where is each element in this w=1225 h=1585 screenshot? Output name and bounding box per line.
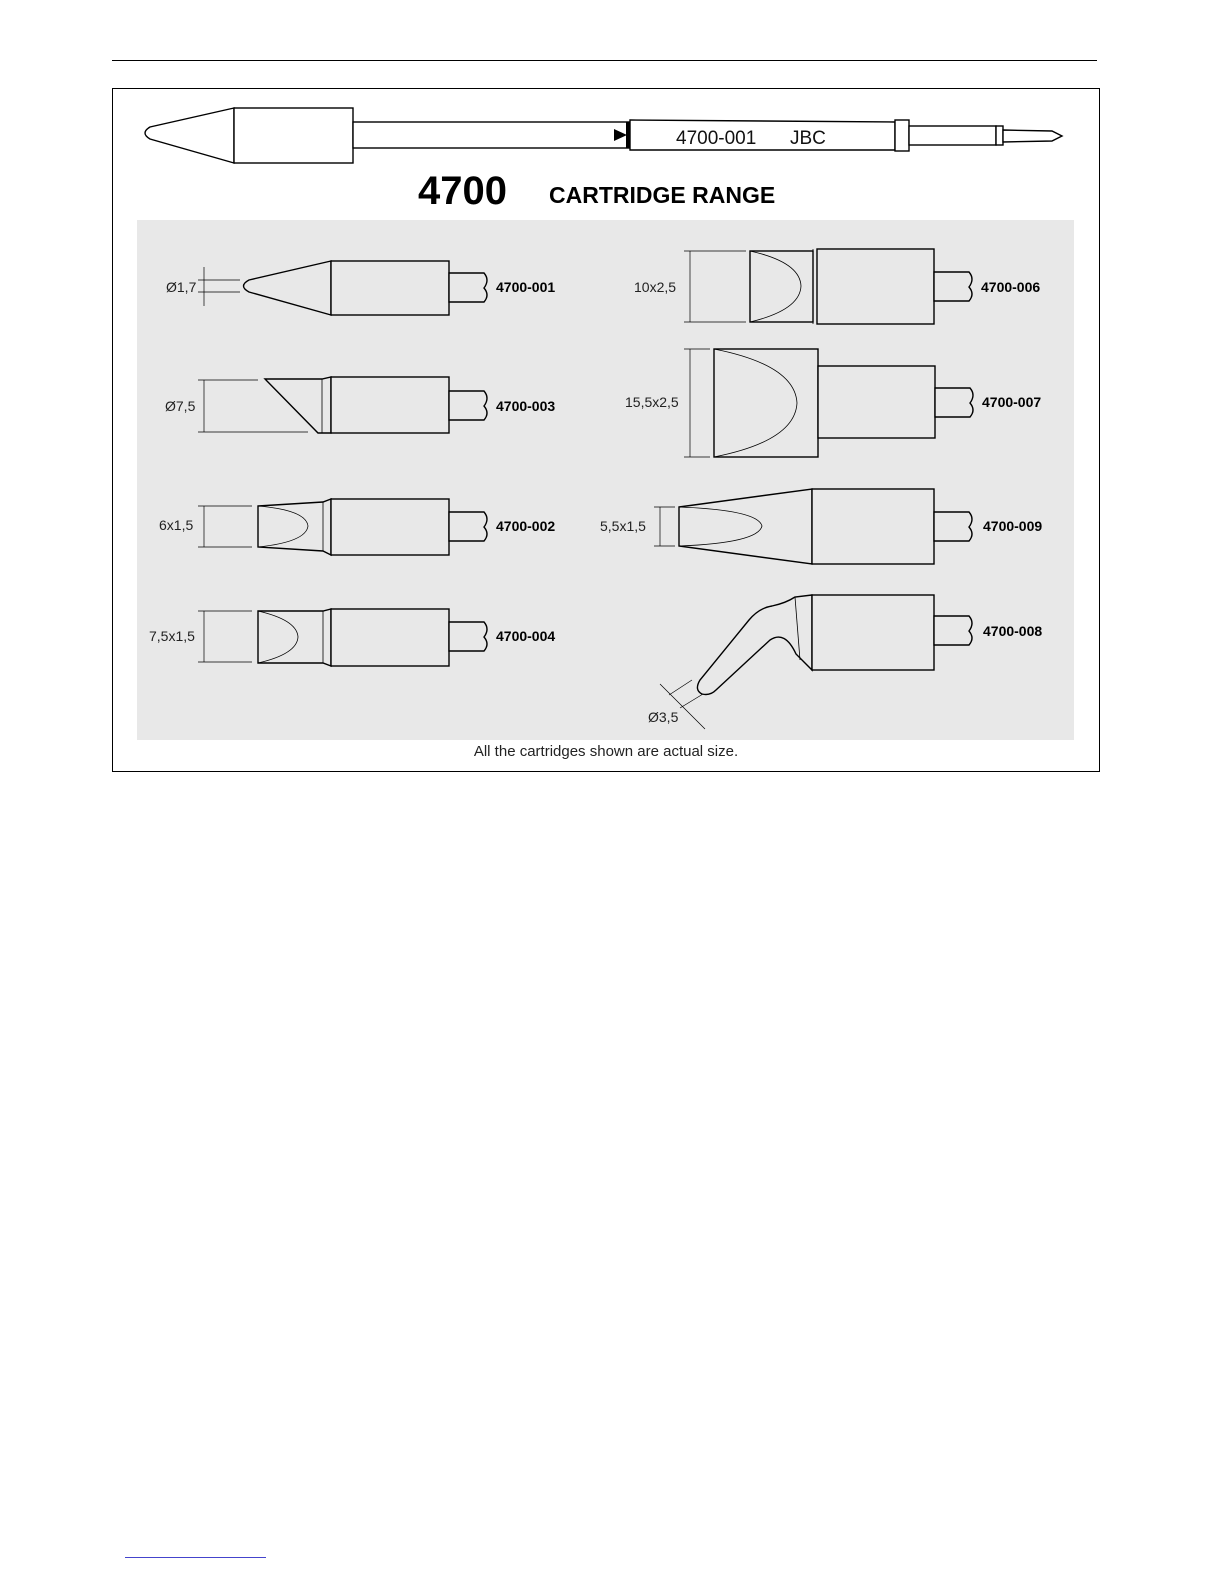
tip-body (812, 595, 934, 670)
tip-body (331, 609, 449, 666)
tip-chisel (679, 489, 812, 564)
footer-link-underline (125, 1557, 266, 1558)
cartridge-code: 4700-009 (983, 518, 1043, 534)
cartridge-code: 4700-007 (982, 394, 1042, 410)
dimension-label: 6x1,5 (159, 517, 194, 533)
cartridge-4700-003 (165, 377, 555, 433)
tip-shaft (934, 272, 972, 301)
cartridge-code: 4700-003 (496, 398, 556, 414)
hero-code: 4700-001 (676, 128, 757, 149)
tip-shaft (449, 391, 487, 420)
tip-body (812, 489, 934, 564)
tip-shaft (934, 512, 972, 541)
tip-shaft (449, 622, 487, 651)
tip-chisel (258, 609, 331, 666)
cartridge-4700-001 (166, 261, 555, 315)
dimension-label: Ø1,7 (166, 279, 197, 295)
dimension-label: 10x2,5 (634, 279, 677, 295)
cartridge-code: 4700-004 (496, 628, 556, 644)
tip-shaft (934, 616, 972, 645)
dimension-label: 5,5x1,5 (600, 518, 646, 534)
range-title: CARTRIDGE RANGE (549, 182, 776, 208)
cartridge-4700-008 (648, 595, 1042, 729)
tip-bent (697, 595, 812, 695)
tip-conical (244, 261, 332, 315)
cartridge-code: 4700-001 (496, 279, 556, 295)
dimension-label: Ø7,5 (165, 398, 196, 414)
tip-shaft (449, 273, 487, 302)
hero-rear-shaft (909, 126, 996, 145)
dimension-label: 7,5x1,5 (149, 628, 195, 644)
cartridge-4700-009 (600, 489, 1042, 564)
hero-label-band (630, 120, 895, 150)
hero-sleeve (234, 108, 353, 163)
tip-body (331, 377, 449, 433)
tip-shaft (449, 512, 487, 541)
hero-shaft (353, 122, 630, 148)
hero-ring (996, 126, 1003, 145)
hero-cone (145, 108, 234, 163)
tip-body (818, 366, 935, 438)
hero-cartridge (145, 108, 1062, 163)
dimension-extension (669, 680, 692, 695)
dimension-label: 15,5x2,5 (625, 394, 679, 410)
cartridge-code: 4700-006 (981, 279, 1041, 295)
hero-brand: JBC (790, 128, 826, 149)
tip-bevel (265, 377, 331, 433)
hero-pin (1003, 130, 1062, 142)
cartridge-code: 4700-008 (983, 623, 1043, 639)
tip-body (817, 249, 934, 324)
dimension-label: Ø3,5 (648, 709, 679, 725)
tip-shaft (935, 388, 973, 417)
cartridge-4700-006 (634, 249, 1040, 324)
cartridge-4700-002 (159, 499, 555, 555)
tip-body (331, 499, 449, 555)
cartridge-4700-004 (149, 609, 555, 666)
model-number: 4700 (418, 169, 507, 213)
cartridge-4700-007 (625, 349, 1041, 457)
hero-collar (895, 120, 909, 151)
tip-body (331, 261, 449, 315)
figure-caption: All the cartridges shown are actual size. (473, 743, 739, 760)
cartridge-code: 4700-002 (496, 518, 556, 534)
dimension-extension (680, 694, 703, 708)
